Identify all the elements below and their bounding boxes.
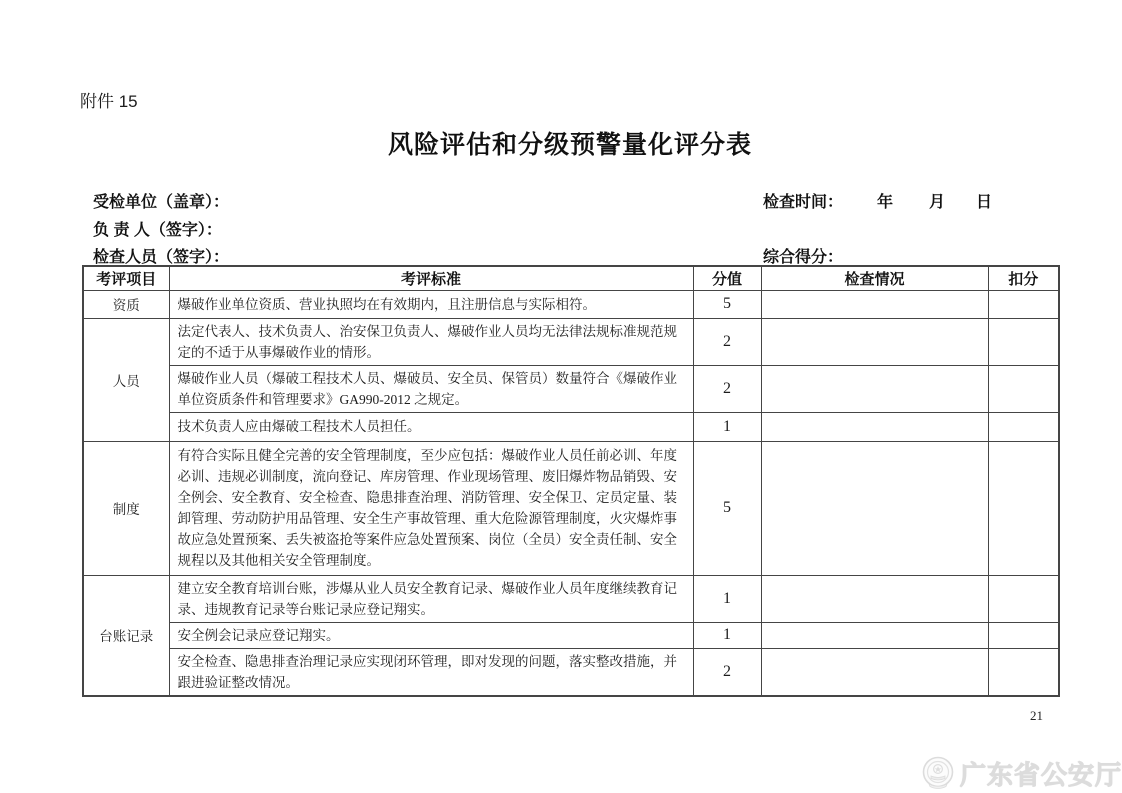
column-header-deduction: 扣分 [988, 266, 1059, 290]
inspection-cell [761, 365, 988, 412]
inspectors-label: 检查人员（签字）： [93, 249, 230, 266]
deduction-cell [988, 318, 1059, 365]
table-row [83, 622, 1059, 648]
inspection-cell [761, 622, 988, 648]
criteria-cell: 爆破作业人员（爆破工程技术人员、爆破员、安全员、保管员）数量符合《爆破作业单位资质条件和管理要求》GA990-2012 之规定。 [169, 365, 693, 412]
table-row [83, 648, 1059, 696]
inspection-time-line [763, 189, 992, 212]
inspection-cell [761, 575, 988, 622]
criteria-cell: 爆破作业单位资质、营业执照均在有效期内，且注册信息与实际相符。 [169, 290, 693, 318]
overall-score-label: 综合得分： [763, 249, 844, 266]
column-header-criteria: 考评标准 [169, 266, 693, 290]
score-cell: 5 [693, 290, 761, 318]
score-cell: 2 [693, 365, 761, 412]
deduction-cell [988, 622, 1059, 648]
score-cell: 1 [693, 412, 761, 441]
column-header-inspection: 检查情况 [761, 266, 988, 290]
evaluation-table [82, 265, 1060, 697]
inspection-cell [761, 441, 988, 575]
deduction-cell [988, 441, 1059, 575]
score-cell: 2 [693, 648, 761, 696]
page-title: 风险评估和分级预警量化评分表 [387, 131, 752, 159]
score-cell: 5 [693, 441, 761, 575]
criteria-cell: 法定代表人、技术负责人、治安保卫负责人、爆破作业人员均无法律法规标准规范规定的不适于从事爆破作业的情形。 [169, 318, 693, 365]
inspected-unit-label: 受检单位（盖章）： [93, 194, 230, 211]
table-row [83, 441, 1059, 575]
criteria-cell: 建立安全教育培训台账，涉爆从业人员安全教育记录、爆破作业人员年度继续教育记录、违规教育记录等台账记录应登记翔实。 [169, 575, 693, 622]
column-header-item: 考评项目 [83, 266, 169, 290]
inspection-cell [761, 318, 988, 365]
category-cell: 人员 [83, 318, 169, 441]
table-row [83, 575, 1059, 622]
criteria-cell: 安全检查、隐患排查治理记录应实现闭环管理，即对发现的问题，落实整改措施，并跟进验证整改情况。 [169, 648, 693, 696]
deduction-cell [988, 648, 1059, 696]
column-header-score: 分值 [693, 266, 761, 290]
police-badge-icon [919, 754, 957, 792]
table-row [83, 412, 1059, 441]
deduction-cell [988, 290, 1059, 318]
attachment-label: 附件 15 [80, 92, 138, 111]
deduction-cell [988, 412, 1059, 441]
year-label: 年 [877, 194, 894, 211]
inspection-cell [761, 412, 988, 441]
inspection-cell [761, 290, 988, 318]
watermark-text: 广东省公安厅 [959, 759, 1122, 790]
table-row [83, 365, 1059, 412]
watermark [919, 754, 1122, 792]
criteria-cell: 有符合实际且健全完善的安全管理制度，至少应包括：爆破作业人员任前必训、年度必训、违规必训制度，流向登记、库房管理、作业现场管理、废旧爆炸物品销毁、安全例会、安全教育、安全检查、隐患排查治理、消防管理、安全保卫、定员定量、装卸管理、劳动防护用品管理、安全生产事故管理、重大危险源管理制度，火灾爆炸事故应急处置预案、丢失被盗抢等案件应急处置预案、岗位（全员）安全责任制、安全规程以及其他相关安全管理制度。 [169, 441, 693, 575]
table-header-row [83, 266, 1059, 290]
category-cell: 制度 [83, 441, 169, 575]
score-cell: 2 [693, 318, 761, 365]
inspection-time-label: 检查时间： [763, 194, 844, 211]
table-row [83, 290, 1059, 318]
criteria-cell: 技术负责人应由爆破工程技术人员担任。 [169, 412, 693, 441]
page-number: 21 [1030, 708, 1043, 723]
month-label: 月 [929, 194, 946, 211]
day-label: 日 [976, 194, 993, 211]
inspection-cell [761, 648, 988, 696]
deduction-cell [988, 365, 1059, 412]
responsible-person-label: 负 责 人（签字）： [93, 222, 222, 239]
score-cell: 1 [693, 622, 761, 648]
score-cell: 1 [693, 575, 761, 622]
category-cell: 资质 [83, 290, 169, 318]
criteria-cell: 安全例会记录应登记翔实。 [169, 622, 693, 648]
deduction-cell [988, 575, 1059, 622]
category-cell: 台账记录 [83, 575, 169, 696]
table-row [83, 318, 1059, 365]
